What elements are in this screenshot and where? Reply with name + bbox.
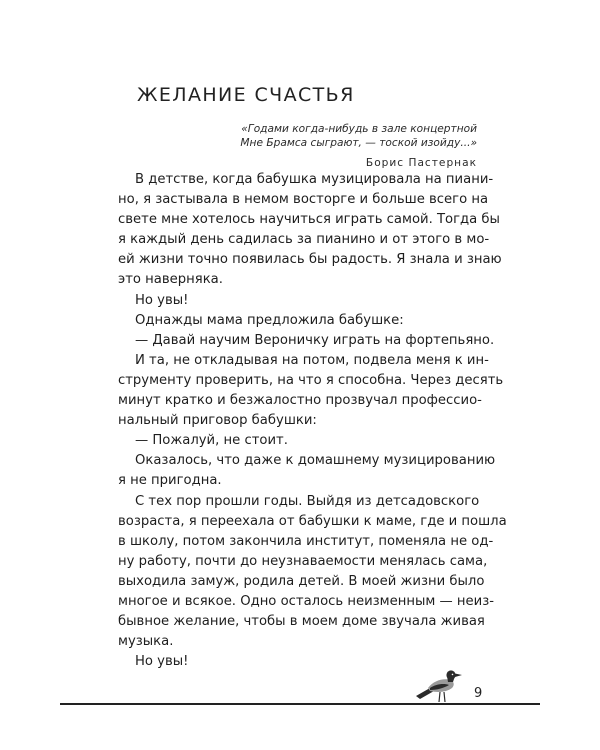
text-line: в школу, потом закончила институт, поменяла не од- — [118, 533, 494, 549]
text-line: ей жизни точно появилась бы радость. Я знала и знаю — [118, 252, 502, 268]
text-line: это наверняка. — [118, 272, 223, 288]
crow-icon — [414, 666, 466, 704]
text-line: — Давай научим Вероничку играть на фортепьяно. — [135, 332, 495, 348]
text-line: свете мне хотелось научиться играть самой. Тогда бы — [118, 212, 500, 228]
text-line: Оказалось, что даже к домашнему музицированию — [135, 453, 496, 469]
text-line: Но увы! — [135, 654, 189, 670]
text-line: ну работу, почти до неузнаваемости менялась сама, — [118, 553, 488, 569]
text-line: многое и всякое. Одно осталось неизменным — неиз- — [118, 593, 494, 609]
page-number: 9 — [474, 686, 483, 701]
text-line: В детстве, когда бабушка музицировала на пиани- — [135, 172, 494, 187]
epigraph-author: Борис Пастернак — [365, 157, 477, 169]
text-line: нальный приговор бабушки: — [118, 413, 317, 429]
epigraph-line-1: «Годами когда-нибудь в зале концертной — [241, 123, 477, 135]
text-line: я каждый день садилась за пианино и от этого в мо- — [118, 232, 490, 248]
text-line: струменту проверить, на что я способна. Через десять — [118, 372, 504, 388]
footer-rule — [60, 703, 540, 705]
text-line: возраста, я переехала от бабушки к маме, где и пошла — [118, 513, 507, 529]
text-line: С тех пор прошли годы. Выйдя из детсадовского — [135, 493, 480, 509]
text-line: минут кратко и безжалостно прозвучал профессио- — [118, 393, 482, 409]
chapter-title: ЖЕЛАНИЕ СЧАСТЬЯ — [137, 84, 355, 106]
text-line: Но увы! — [135, 292, 189, 308]
body-text — [118, 170, 507, 672]
text-line: бывное желание, чтобы в моем доме звучала живая — [118, 614, 485, 630]
text-line: выходила замуж, родила детей. В моей жизни было — [118, 573, 485, 589]
text-line: но, я застывала в немом восторге и больше всего на — [118, 192, 489, 208]
text-line: Однажды мама предложила бабушке: — [135, 312, 404, 328]
text-line: — Пожалуй, не стоит. — [135, 433, 288, 449]
text-line: музыка. — [118, 634, 174, 650]
epigraph-line-2: Мне Брамса сыграют, — тоской изойду...» — [240, 137, 477, 149]
text-line: И та, не откладывая на потом, подвела меня к ин- — [135, 352, 489, 368]
text-line: я не пригодна. — [118, 473, 222, 489]
epigraph — [217, 122, 477, 170]
